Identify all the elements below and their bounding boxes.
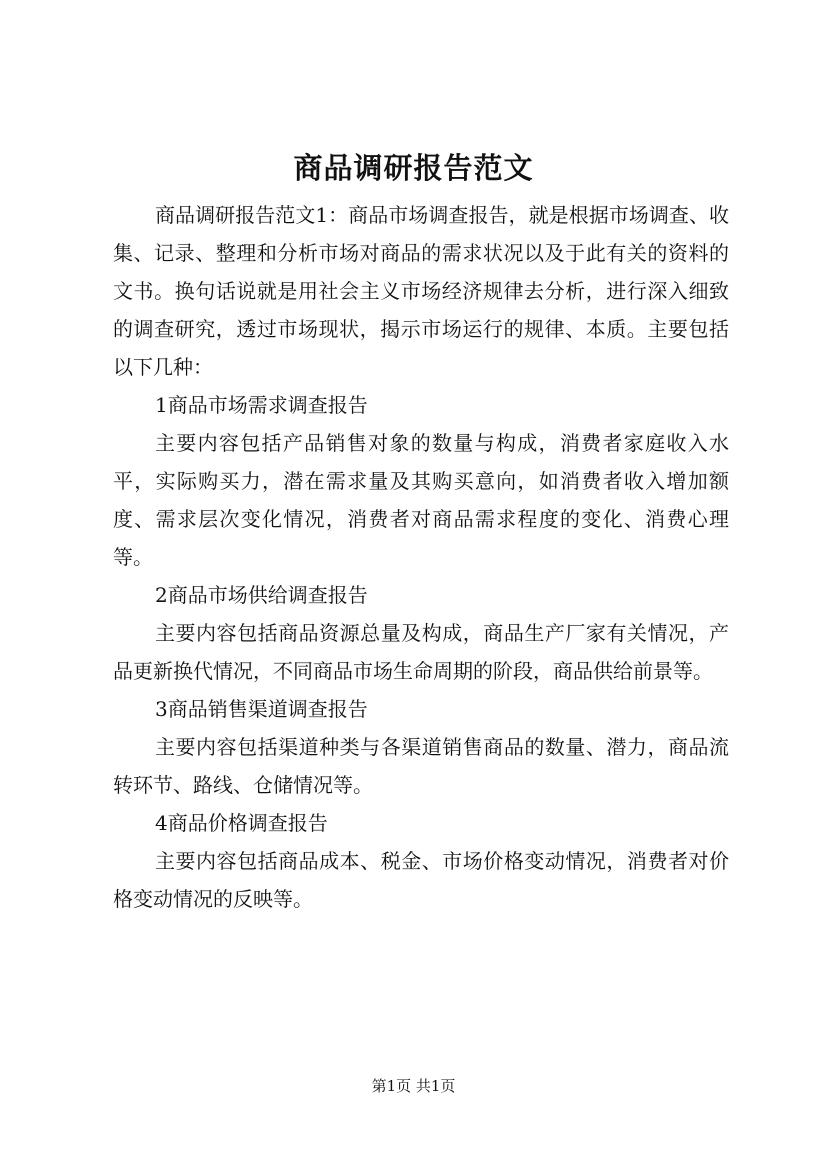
paragraph-section-2: 主要内容包括商品资源总量及构成，商品生产厂家有关情况，产品更新换代情况，不同商品市场生命周期的阶段，商品供给前景等。 xyxy=(113,621,729,683)
section-heading-4: 4商品价格调查报告 xyxy=(155,811,328,835)
paragraph-intro: 商品调研报告范文1：商品市场调查报告，就是根据市场调查、收集、记录、整理和分析市场对商品的需求状况以及于此有关的资料的文书。换句话说就是用社会主义市场经济规律去分析，进行深入细致的调查研究，透过市场现状，揭示市场运行的规律、本质。主要包括以下几种： xyxy=(113,203,729,379)
paragraph-section-4: 主要内容包括商品成本、税金、市场价格变动情况，消费者对价格变动情况的反映等。 xyxy=(113,849,729,911)
document-body xyxy=(113,196,729,918)
paragraph-section-3: 主要内容包括渠道种类与各渠道销售商品的数量、潜力，商品流转环节、路线、仓储情况等。 xyxy=(113,735,729,797)
section-heading-3: 3商品销售渠道调查报告 xyxy=(155,697,368,721)
section-heading-1: 1商品市场需求调查报告 xyxy=(155,393,368,417)
paragraph-section-1: 主要内容包括产品销售对象的数量与构成，消费者家庭收入水平，实际购买力，潜在需求量及其购买意向，如消费者收入增加额度、需求层次变化情况，消费者对商品需求程度的变化、消费心理等。 xyxy=(113,431,729,569)
section-heading-2: 2商品市场供给调查报告 xyxy=(155,583,368,607)
document-title: 商品调研报告范文 xyxy=(293,151,534,185)
page-footer: 第1页 共1页 xyxy=(371,1077,456,1095)
